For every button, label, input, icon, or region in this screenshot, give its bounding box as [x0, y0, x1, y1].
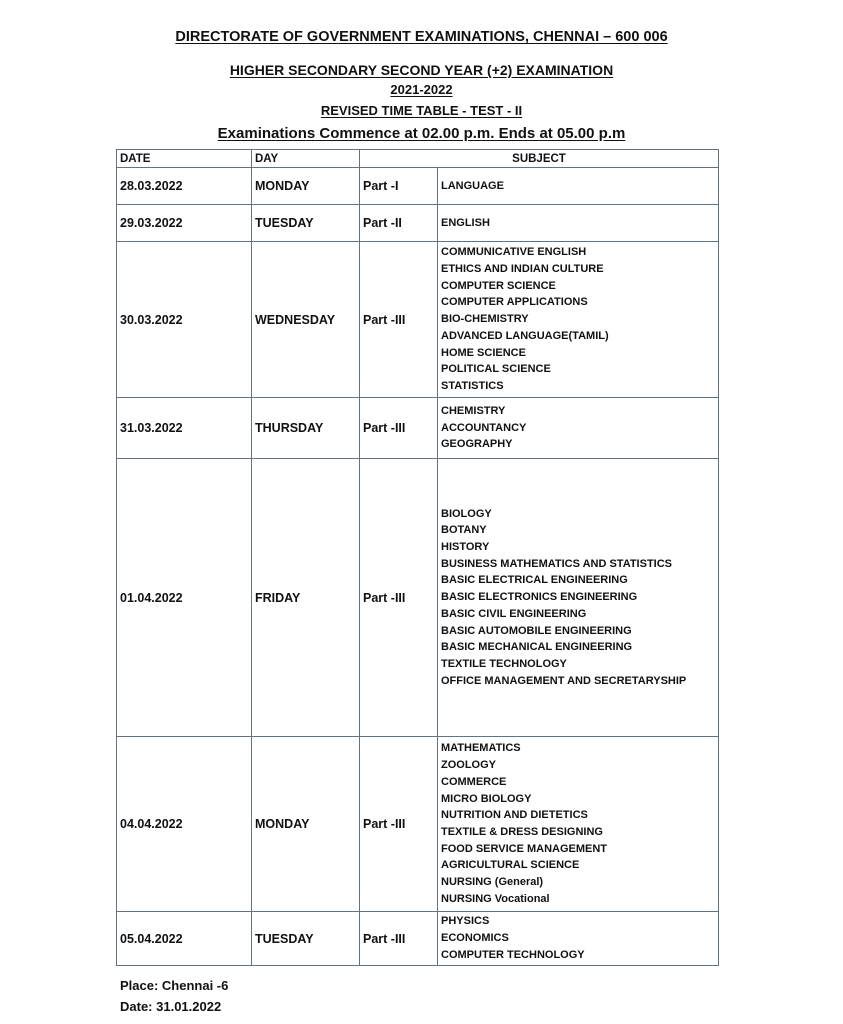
- subject-item: FOOD SERVICE MANAGEMENT: [441, 842, 608, 855]
- table-header-row: [117, 150, 719, 168]
- exam-day: TUESDAY: [252, 912, 360, 966]
- subject-item: OFFICE MANAGEMENT AND SECRETARYSHIP: [441, 674, 687, 687]
- column-header-day: DAY: [252, 150, 360, 168]
- subject-item: NUTRITION AND DIETETICS: [441, 809, 588, 822]
- table-row: [117, 242, 719, 398]
- exam-part: Part -III: [360, 242, 438, 398]
- subject-item: BIOLOGY: [441, 507, 492, 520]
- column-header-date: DATE: [117, 150, 252, 168]
- table-row: [117, 398, 719, 459]
- academic-year: 2021-2022: [390, 82, 453, 97]
- exam-date: 05.04.2022: [117, 912, 252, 966]
- directorate-title: DIRECTORATE OF GOVERNMENT EXAMINATIONS, CHENNAI – 600 006: [175, 29, 668, 45]
- column-header-subject: SUBJECT: [360, 150, 719, 168]
- subject-item: STATISTICS: [441, 379, 504, 392]
- exam-part: Part -III: [360, 912, 438, 966]
- subject-item: AGRICULTURAL SCIENCE: [441, 859, 580, 872]
- exam-timing: Examinations Commence at 02.00 p.m. Ends at 05.00 p.m: [217, 125, 626, 142]
- exam-date: 31.03.2022: [117, 398, 252, 459]
- subject-list: [438, 459, 719, 737]
- table-row: [117, 912, 719, 966]
- exam-date: 04.04.2022: [117, 737, 252, 912]
- subject-item: BASIC ELECTRICAL ENGINEERING: [441, 574, 628, 587]
- subject-list: [438, 205, 719, 242]
- subject-item: TEXTILE TECHNOLOGY: [441, 657, 567, 670]
- exam-part: Part -I: [360, 168, 438, 205]
- subject-item: COMPUTER APPLICATIONS: [441, 296, 588, 309]
- subject-list: [438, 242, 719, 398]
- subject-list: [438, 398, 719, 459]
- subject-item: LANGUAGE: [441, 179, 504, 192]
- subject-item: BASIC ELECTRONICS ENGINEERING: [441, 591, 638, 604]
- subject-item: PHYSICS: [441, 915, 490, 928]
- subject-list: [438, 912, 719, 966]
- subject-list: [438, 168, 719, 205]
- subject-item: ZOOLOGY: [441, 759, 496, 772]
- exam-day: MONDAY: [252, 737, 360, 912]
- exam-part: Part -II: [360, 205, 438, 242]
- subject-item: ECONOMICS: [441, 932, 509, 945]
- subject-item: NURSING (General): [441, 876, 544, 889]
- exam-date: 01.04.2022: [117, 459, 252, 737]
- exam-date: 30.03.2022: [117, 242, 252, 398]
- subject-item: HISTORY: [441, 541, 490, 554]
- table-row: [117, 737, 719, 912]
- footer-date: Date: 31.01.2022: [120, 999, 222, 1014]
- subject-list: [438, 737, 719, 912]
- exam-day: TUESDAY: [252, 205, 360, 242]
- exam-day: THURSDAY: [252, 398, 360, 459]
- subject-item: BASIC CIVIL ENGINEERING: [441, 607, 587, 620]
- exam-day: WEDNESDAY: [252, 242, 360, 398]
- subject-item: COMPUTER SCIENCE: [441, 279, 556, 292]
- table-row: [117, 459, 719, 737]
- subject-item: MATHEMATICS: [441, 742, 521, 755]
- subject-item: ETHICS AND INDIAN CULTURE: [441, 263, 604, 276]
- subject-item: BASIC MECHANICAL ENGINEERING: [441, 641, 633, 654]
- exam-part: Part -III: [360, 459, 438, 737]
- exam-day: FRIDAY: [252, 459, 360, 737]
- subject-item: BASIC AUTOMOBILE ENGINEERING: [441, 624, 632, 637]
- table-row: [117, 205, 719, 242]
- timetable: [116, 149, 719, 966]
- subject-item: COMMERCE: [441, 775, 507, 788]
- subject-item: CHEMISTRY: [441, 404, 506, 417]
- subject-item: MICRO BIOLOGY: [441, 792, 532, 805]
- subject-item: COMPUTER TECHNOLOGY: [441, 948, 585, 961]
- subject-item: ADVANCED LANGUAGE(TAMIL): [441, 329, 609, 342]
- exam-title: HIGHER SECONDARY SECOND YEAR (+2) EXAMINATION: [229, 62, 614, 78]
- table-row: [117, 168, 719, 205]
- subject-item: BOTANY: [441, 524, 487, 537]
- exam-day: MONDAY: [252, 168, 360, 205]
- exam-part: Part -III: [360, 398, 438, 459]
- footer-place: Place: Chennai -6: [120, 978, 229, 993]
- subject-item: GEOGRAPHY: [441, 438, 513, 451]
- subject-item: BIO-CHEMISTRY: [441, 313, 529, 326]
- subject-item: NURSING Vocational: [441, 892, 550, 905]
- timetable-title: REVISED TIME TABLE - TEST - II: [320, 103, 523, 118]
- subject-item: BUSINESS MATHEMATICS AND STATISTICS: [441, 557, 672, 570]
- exam-date: 29.03.2022: [117, 205, 252, 242]
- exam-date: 28.03.2022: [117, 168, 252, 205]
- subject-item: COMMUNICATIVE ENGLISH: [441, 246, 587, 259]
- subject-item: HOME SCIENCE: [441, 346, 526, 359]
- subject-item: POLITICAL SCIENCE: [441, 363, 551, 376]
- subject-item: TEXTILE & DRESS DESIGNING: [441, 826, 603, 838]
- exam-part: Part -III: [360, 737, 438, 912]
- subject-item: ENGLISH: [441, 216, 490, 229]
- subject-item: ACCOUNTANCY: [441, 421, 527, 434]
